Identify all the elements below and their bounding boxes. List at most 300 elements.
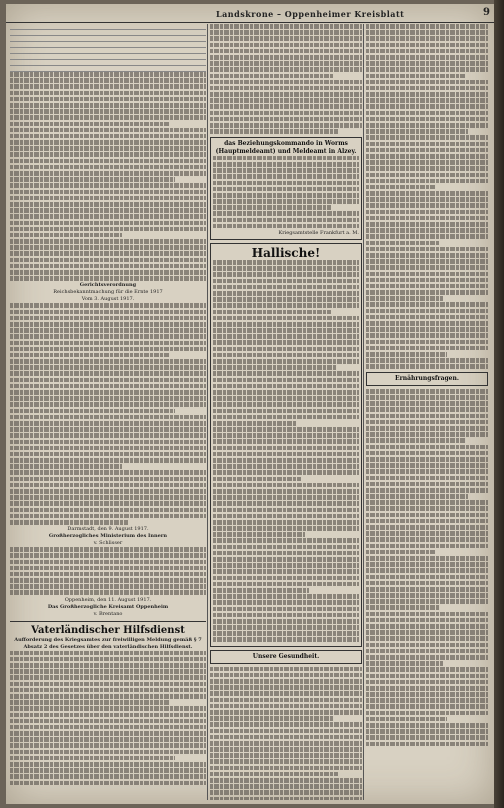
text-line [366,234,488,239]
text-line [210,111,362,116]
text-line [366,284,488,289]
hilfsdienst-subtitle: Aufforderung des Kriegsamtes zur freiwilligen Meldung gemäß § 7 Absatz 2 des Gesetzes über den vaterländischen Hilfsdienst. [14,636,202,650]
text-line [213,266,359,271]
text-line [366,544,488,549]
text-line [10,514,206,519]
text-line [366,160,488,165]
text-line [10,165,206,170]
text-line [366,519,488,524]
text-line [366,80,488,85]
text-line [10,72,206,77]
text-line [366,241,439,246]
text-line [210,86,362,91]
text-line [366,451,488,456]
text-line [213,483,359,488]
text-line [10,171,206,176]
text-line [210,679,362,684]
text-line [210,698,362,703]
text-line [213,328,359,333]
text-line [210,747,362,752]
text-line [366,123,488,128]
page-number: 9 [483,7,490,18]
text-line [10,737,206,742]
text-line [213,588,309,593]
text-line [10,245,206,250]
text-line [366,203,488,208]
text-line [213,174,359,179]
text-line [210,778,362,783]
text-line [366,414,488,419]
text-line [213,631,359,636]
section-title: Gerichtsverordnung [79,282,137,289]
text-line [10,508,206,513]
text-line [366,463,488,468]
text-line [366,717,447,722]
text-line [366,704,488,709]
text-line [10,464,122,469]
text-line [366,185,436,190]
text-line [366,661,443,666]
text-line [213,181,359,186]
text-line [366,624,488,629]
text-line [366,117,488,122]
text-line [10,427,206,432]
text-line [366,655,488,660]
text-line [10,452,206,457]
text-line [366,346,488,351]
text-line [213,316,359,321]
text-line [213,303,359,308]
text-line [10,415,206,420]
text-line [213,334,359,339]
text-line [10,756,175,761]
column-left [10,24,206,800]
column-rule [363,24,364,800]
text-line [213,569,359,574]
hilfsdienst-headline: Vaterländischer Hilfsdienst [31,624,185,636]
text-line [366,506,488,511]
text-line [10,328,206,333]
text-line [10,371,206,376]
text-line [210,117,362,122]
text-line [213,582,359,587]
text-line [210,753,362,758]
text-line [366,723,488,728]
text-line [366,537,488,542]
text-line [10,384,206,389]
text-line [10,421,206,426]
text-line [210,673,362,678]
column-middle [210,24,362,800]
text-line [366,49,488,54]
text-line [366,643,488,648]
text-line [213,613,359,618]
text-line [213,409,359,414]
text-line [213,279,359,284]
text-line [10,334,206,339]
text-line [10,762,206,767]
text-line [213,347,359,352]
text-line [213,272,359,277]
text-line [10,483,206,488]
text-line [10,553,206,558]
text-line [366,364,488,369]
column-rule [207,24,208,800]
text-line [366,296,443,301]
text-line [366,321,488,326]
notice-body: Das Großherzogliche Kreisamt Oppenheim [47,603,169,610]
text-line [366,352,447,357]
text-line [366,61,488,66]
text-line [10,713,206,718]
text-line [366,636,488,641]
text-line [366,494,468,499]
text-line [213,187,359,192]
text-line [10,341,206,346]
text-line [366,210,488,215]
text-line [213,291,359,296]
text-line [213,427,359,432]
text-line [366,599,488,604]
text-line [366,191,488,196]
text-line [213,619,359,624]
text-line [366,692,488,697]
text-line [366,389,488,394]
text-line [10,270,206,275]
text-line [366,581,488,586]
text-line [10,258,206,263]
text-line [366,482,488,487]
text-line [10,682,206,687]
text-line [213,508,359,513]
box-subtitle: (Hauptmeldeamt) und Meldeamt in Alzey. [215,147,357,155]
text-line [10,433,206,438]
text-line [10,409,175,414]
text-line [10,221,206,226]
signature-place: Darmstadt, den 9. August 1917. [67,526,149,533]
text-line [210,797,362,800]
text-line [10,190,206,195]
text-line [213,551,359,556]
text-line [366,43,488,48]
text-line [213,168,359,173]
text-line [366,228,488,233]
text-line [213,224,359,229]
text-line [366,302,488,307]
text-line [10,446,206,451]
text-line [10,310,206,315]
text-line [10,134,206,139]
text-line [213,211,359,216]
text-line [213,390,359,395]
text-line [213,594,359,599]
text-line [213,489,359,494]
text-line [213,576,359,581]
text-line [213,365,336,370]
text-line [366,649,488,654]
text-line [10,264,206,269]
text-line [213,322,359,327]
text-line [10,706,206,711]
text-line [10,520,128,525]
text-line [213,452,359,457]
text-line [213,353,359,358]
text-line [366,575,488,580]
text-line [366,630,488,635]
text-line [366,24,488,29]
text-line [366,426,488,431]
text-line [10,316,206,321]
text-line [366,222,488,227]
text-line [210,741,362,746]
text-line [366,513,488,518]
text-line [366,445,488,450]
text-line [213,532,305,537]
text-line [213,415,359,420]
text-line [10,719,206,724]
article-box [210,243,362,647]
text-line [213,421,296,426]
text-line [213,477,301,482]
text-line [10,501,206,506]
text-line [366,735,488,740]
text-line [366,680,488,685]
text-line [10,675,206,680]
text-line [366,432,488,437]
text-line [366,86,488,91]
text-line [366,315,488,320]
text-line [366,154,488,159]
text-line [10,347,206,352]
text-line [210,55,362,60]
text-line [213,285,359,290]
text-line [10,743,206,748]
text-line [366,92,488,97]
text-line [10,750,206,755]
text-line [210,104,362,109]
text-line [10,651,206,656]
text-line [210,784,362,789]
signature-body: Großherzogliches Ministerium des Innern [48,533,168,540]
text-line [213,378,359,383]
text-line [10,183,206,188]
text-line [213,218,359,223]
text-line [213,193,359,198]
text-line [210,710,362,715]
text-line [213,514,359,519]
text-line [210,735,362,740]
text-line [213,520,359,525]
book-binding [494,0,504,808]
text-line [366,74,465,79]
text-line [366,173,488,178]
text-line [213,371,359,376]
text-line [213,310,331,315]
box-title: das Beziehungskommando in Worms [224,139,348,147]
text-line [366,272,488,277]
text-line [10,97,206,102]
text-line [10,663,206,668]
text-line [10,91,206,96]
text-line [10,590,206,595]
text-line [10,688,206,693]
text-line [213,396,359,401]
text-line [210,691,362,696]
text-line [210,36,362,41]
notice-date: Oppenheim, den 11. August 1917. [64,596,152,603]
text-line [10,177,175,182]
text-line [366,550,436,555]
text-line [10,322,206,327]
column-right [366,24,488,800]
text-line [366,618,488,623]
text-line [10,402,206,407]
text-line [10,470,206,475]
text-line [366,401,488,406]
text-line [10,572,206,577]
text-line [213,607,359,612]
text-line [213,446,359,451]
ernaehrung-box [366,372,488,386]
text-line [10,208,206,213]
text-line [210,129,338,134]
text-line [366,259,488,264]
text-line [210,92,362,97]
text-line [213,359,359,364]
text-line [366,500,488,505]
text-line [366,457,488,462]
text-line [10,251,206,256]
footer-title: Unsere Gesundheit. [252,652,320,660]
text-line [213,600,359,605]
text-line [10,378,206,383]
text-line [366,698,488,703]
text-line [366,290,488,295]
text-line [366,420,488,425]
text-line [366,148,488,153]
text-line [10,731,206,736]
ernaehrung-title: Ernährungsfragen. [395,374,459,382]
box-signature: Kriegsamtstelle Frankfurt a. M. [278,230,359,237]
text-line [210,61,362,66]
text-line [213,625,359,630]
text-line [213,162,359,167]
text-line [213,458,359,463]
text-line [366,327,488,332]
text-line [213,545,359,550]
text-line [366,667,488,672]
text-line [10,159,206,164]
text-line [366,605,439,610]
text-line [213,538,359,543]
text-line [10,359,206,364]
text-line [366,129,468,134]
text-line [366,197,488,202]
text-line [366,556,488,561]
text-line [10,477,206,482]
text-line [10,78,206,83]
section-subtitle: Reichsbekanntmachung für die Ernte 1917 [53,289,163,296]
signature-name: v. Schlisser [93,540,123,547]
text-line [10,584,206,589]
text-line [210,722,362,727]
text-line [366,525,488,530]
footer-box [210,650,362,664]
text-line [213,637,359,642]
text-line [366,247,488,252]
text-line [10,781,206,786]
text-line [366,309,488,314]
text-line [213,340,359,345]
text-line [366,55,488,60]
text-line [210,704,362,709]
text-line [213,439,359,444]
text-line [213,260,359,265]
text-line [366,438,465,443]
text-line [366,476,488,481]
article-title: Hallische! [251,246,321,261]
text-line [210,49,362,54]
text-line [213,297,359,302]
newspaper-title: Landskrone – Oppenheimer Kreisblatt [216,9,405,19]
text-line [366,395,488,400]
price-table [10,24,206,72]
text-line [366,98,488,103]
text-line [210,716,333,721]
text-line [10,146,206,151]
text-line [366,216,488,221]
text-line [10,700,169,705]
text-line [366,111,488,116]
text-line [366,179,488,184]
text-line [366,135,488,140]
notice-box [210,137,362,240]
text-line [366,674,488,679]
text-line [213,563,359,568]
text-line [366,36,488,41]
text-line [366,278,488,283]
text-line [10,202,206,207]
text-line [213,199,359,204]
text-line [213,495,359,500]
text-line [366,142,488,147]
text-line [10,103,206,108]
text-line [10,214,206,219]
text-line [10,152,206,157]
text-line [10,196,206,201]
text-line [366,711,488,716]
text-line [210,24,362,29]
text-line [213,384,359,389]
text-line [210,43,362,48]
text-line [213,557,359,562]
text-line [10,239,206,244]
text-line [10,725,206,730]
text-line [213,433,359,438]
text-line [10,227,206,232]
text-line [366,30,488,35]
text-line [210,123,362,128]
text-line [366,166,488,171]
text-line [10,489,206,494]
text-line [366,488,488,493]
text-line [10,669,206,674]
text-line [10,694,206,699]
text-line [10,276,206,281]
text-line [10,440,206,445]
newspaper-page [6,4,494,804]
text-line [10,458,206,463]
